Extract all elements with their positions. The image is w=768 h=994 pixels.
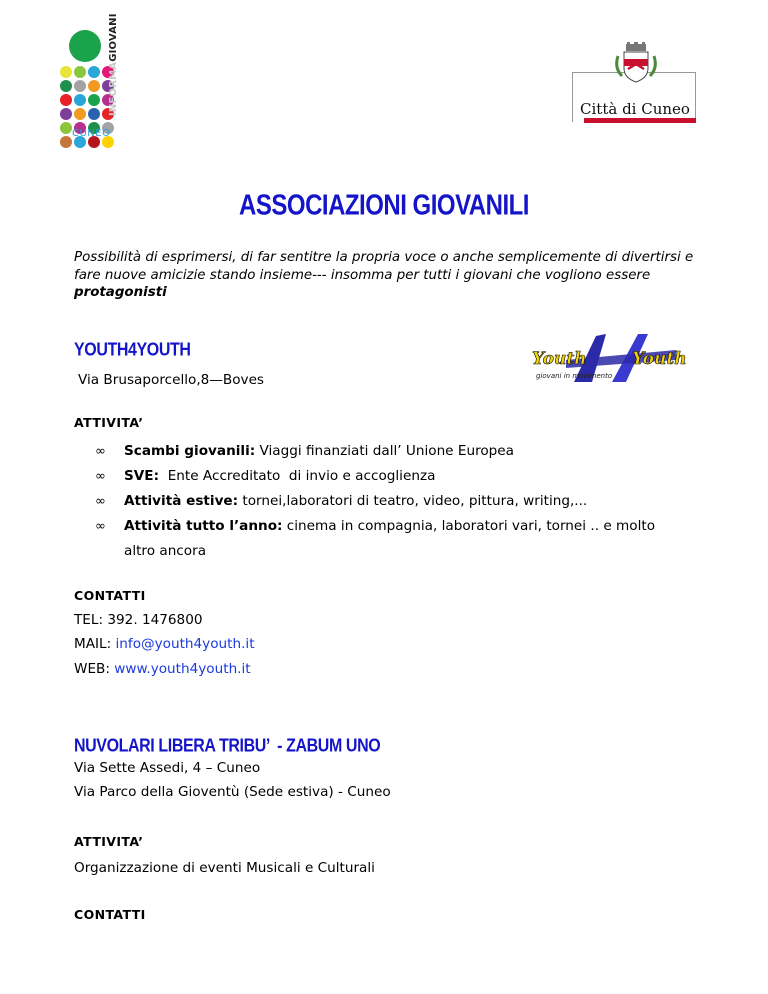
comune-red-bar	[584, 118, 696, 123]
org1-mail: MAIL: info@youth4youth.it	[74, 636, 255, 652]
org1-activities-list	[74, 439, 674, 564]
infinity-bullet-icon: ∞	[95, 494, 106, 509]
list-item: ∞ Scambi giovanili: Viaggi finanziati dall’ Unione Europea	[74, 439, 674, 464]
comune-name: Città di Cuneo	[580, 100, 690, 118]
list-item: ∞ Attività estive: tornei,laboratori di teatro, video, pittura, writing,...	[74, 489, 674, 514]
infinity-bullet-icon: ∞	[95, 444, 106, 459]
list-item: ∞ Attività tutto l’anno: cinema in compagnia, laboratori vari, tornei .. e molto altro ancora	[74, 514, 684, 564]
intro-emphasis: protagonisti	[74, 285, 167, 300]
informagiovani-logo	[58, 13, 148, 144]
mail-link[interactable]: info@youth4youth.it	[115, 636, 255, 652]
youth4youth-wordmark: Youth	[532, 349, 587, 369]
org2-title: NUVOLARI LIBERA TRIBU’ - ZABUM UNO	[74, 736, 381, 757]
org2-activities-heading: ATTIVITA’	[74, 834, 144, 849]
org1-web: WEB: www.youth4youth.it	[74, 661, 251, 677]
crest-icon	[614, 42, 658, 86]
list-item: ∞ SVE: Ente Accreditato di invio e accoglienza	[74, 464, 674, 489]
org1-address: Via Brusaporcello,8—Boves	[78, 372, 265, 388]
org1-activities-heading: ATTIVITA’	[74, 415, 144, 430]
org1-tel: TEL: 392. 1476800	[74, 612, 203, 628]
page-title: ASSOCIAZIONI GIOVANILI	[239, 189, 529, 222]
comune-logo	[572, 42, 698, 122]
org1-title: YOUTH4YOUTH	[74, 340, 191, 361]
youth4youth-logo	[526, 332, 696, 384]
youth4youth-tagline: giovani in movimento	[536, 372, 613, 380]
org2-address-1: Via Sette Assedi, 4 – Cuneo	[74, 760, 261, 776]
informagiovani-city: CUNEO	[72, 128, 111, 139]
org1-contacts-heading: CONTATTI	[74, 588, 146, 603]
green-dot-icon	[69, 30, 101, 62]
svg-text:Youth: Youth	[632, 349, 687, 369]
org2-activities-text: Organizzazione di eventi Musicali e Culturali	[74, 860, 375, 876]
org2-contacts-heading: CONTATTI	[74, 907, 146, 922]
infinity-bullet-icon: ∞	[95, 519, 106, 534]
web-link[interactable]: www.youth4youth.it	[114, 661, 251, 677]
infinity-bullet-icon: ∞	[95, 469, 106, 484]
informagiovani-wordmark: INFORMAGIOVANI	[108, 13, 119, 116]
intro-paragraph: Possibilità di esprimersi, di far sentitre la propria voce o anche semplicemente di divertirsi e fare nuove amicizie stando insieme--- insomma per tutti i giovani che vogliono essere protagonisti	[74, 250, 694, 300]
org2-address-2: Via Parco della Gioventù (Sede estiva) - Cuneo	[74, 784, 391, 800]
